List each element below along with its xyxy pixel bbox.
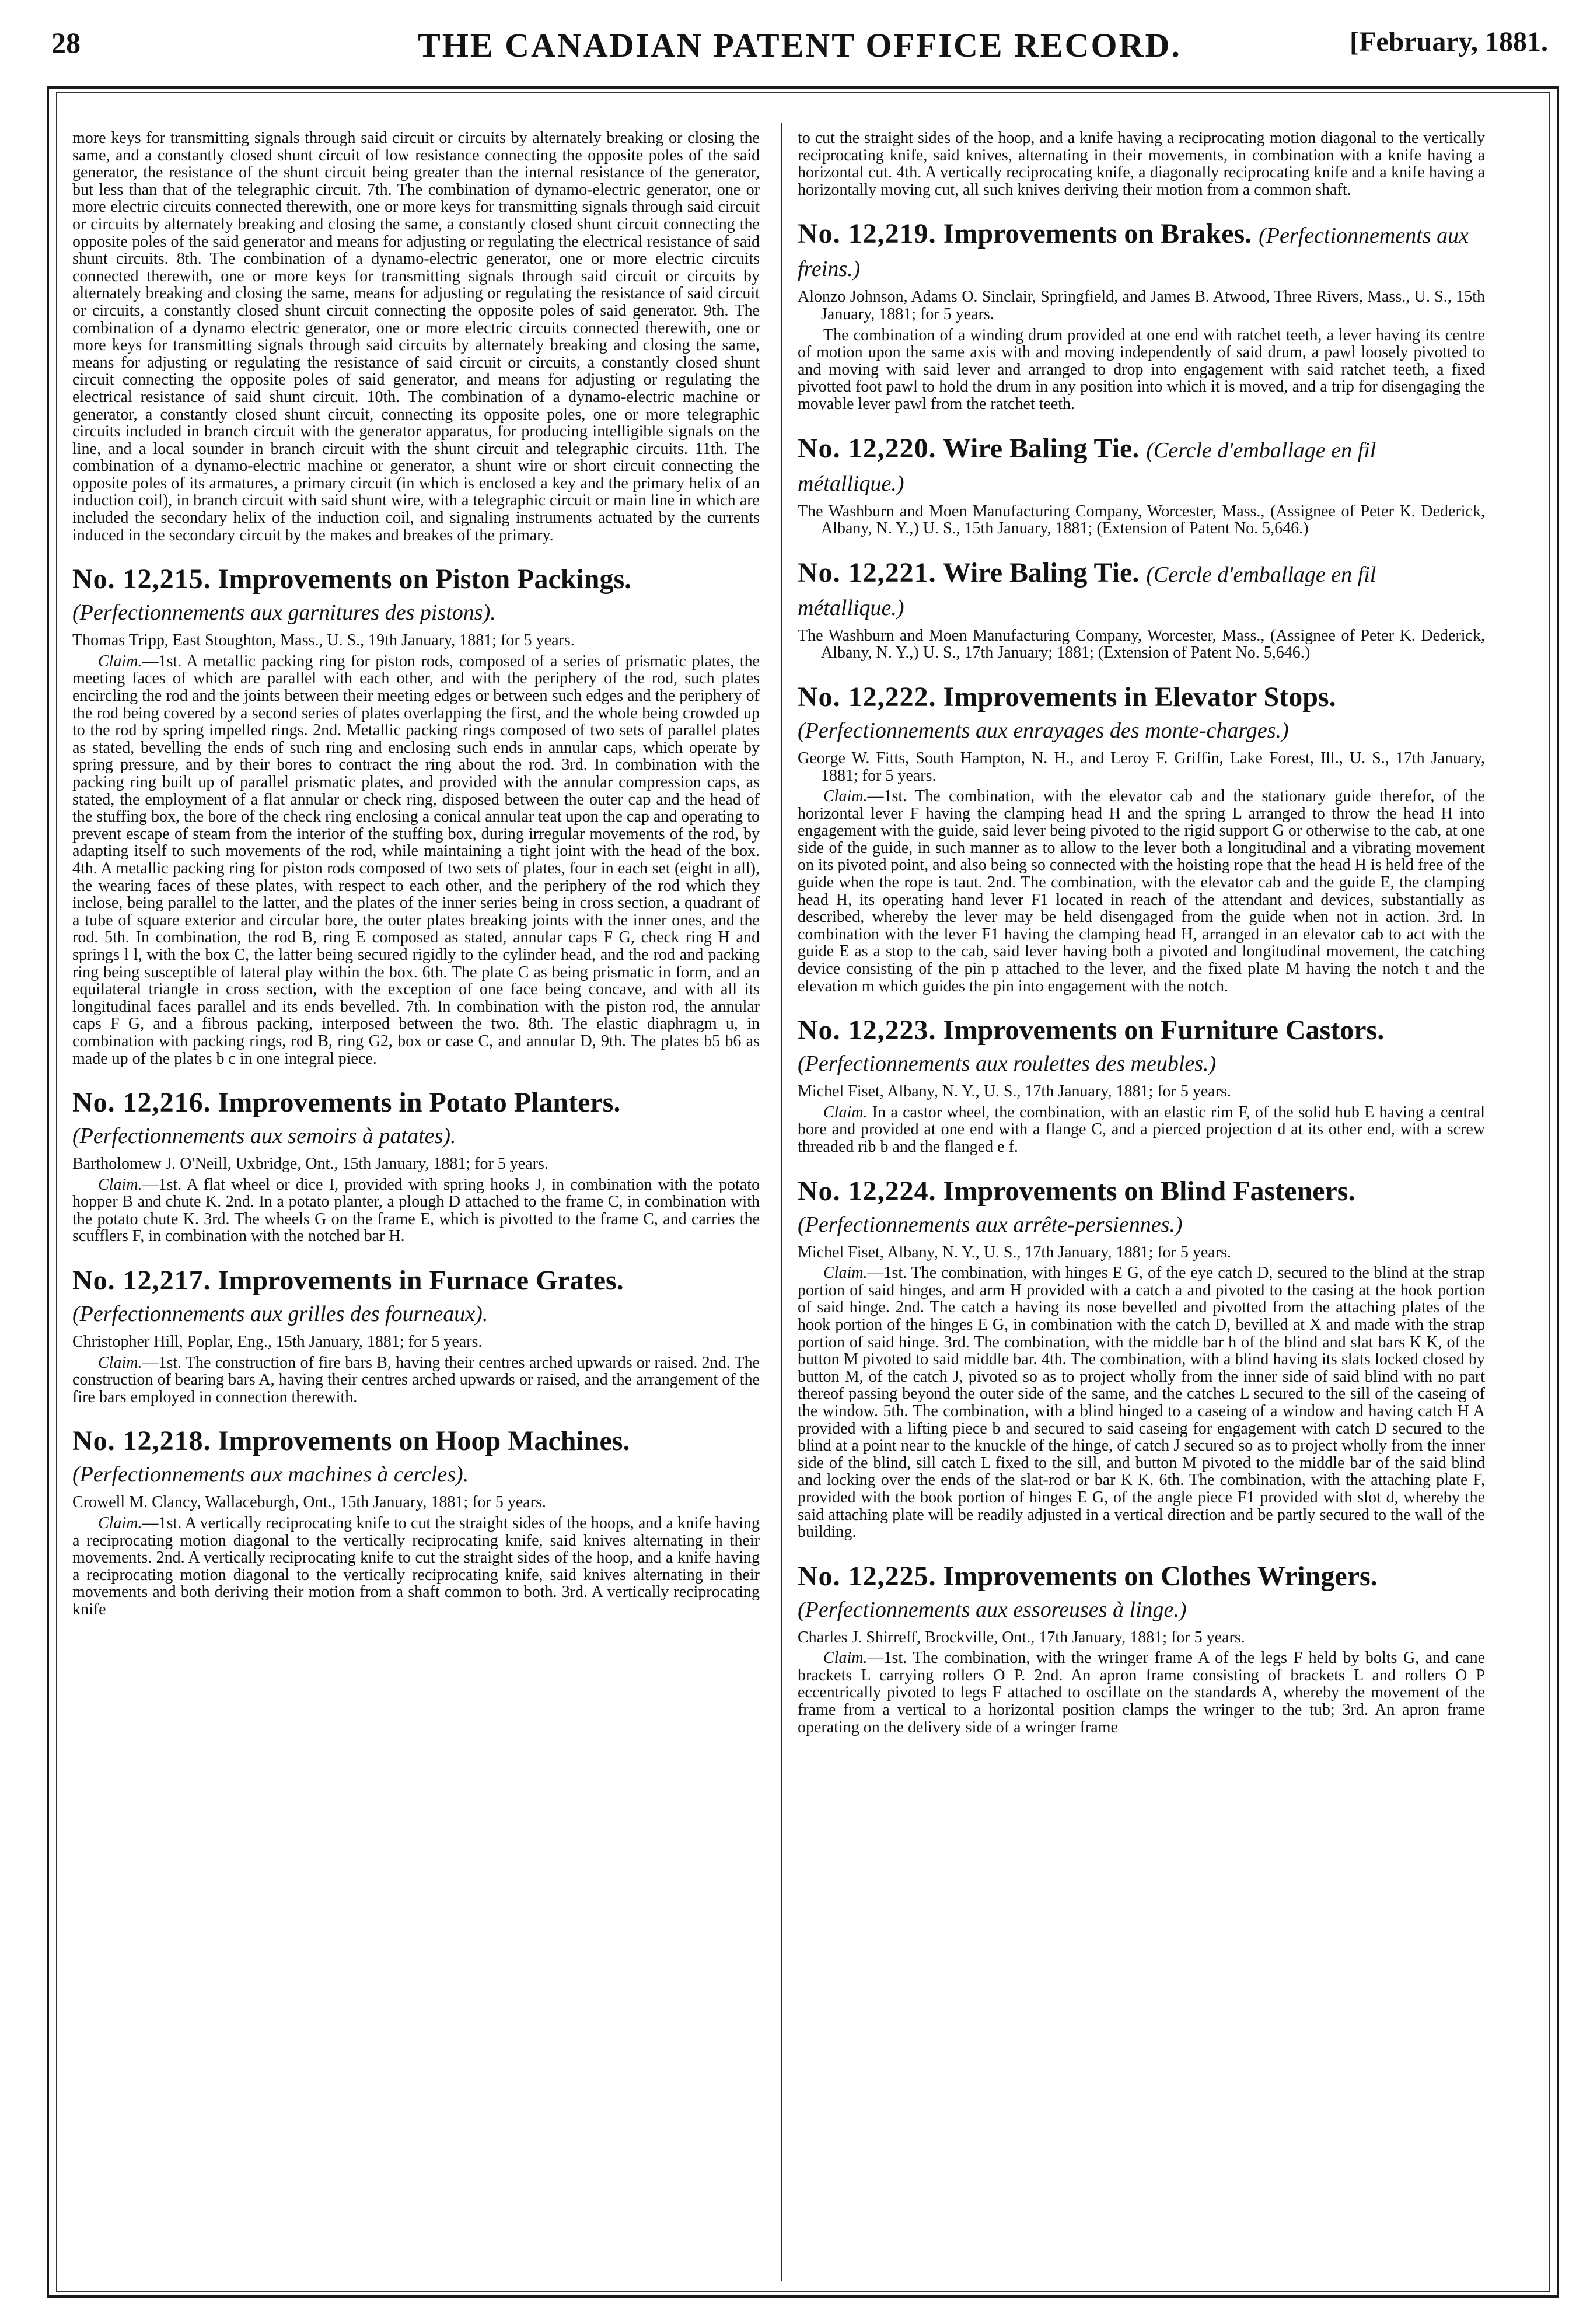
patent-title: Improvements on Clothes Wringers. [943,1560,1378,1592]
claim-text [798,1264,1485,1541]
patent-number: No. 12,224. [798,1175,936,1207]
claim-text [798,1104,1485,1156]
patent-title: Improvements on Piston Packings. [218,564,632,595]
claim-label: Claim. [823,787,868,806]
patent-title: Wire Baling Tie. [942,432,1140,464]
claim-label: Claim. [823,1103,868,1121]
continued-text: more keys for transmitting signals through said circuit or circuits by alternately breaking or closing the same, and a constantly closed shunt circuit of low resistance connecting the opposite poles of the said generator, the resistance of the shunt circuit being greater than the internal resistance of the generator, but less than that of the telegraphic circuit. 7th. The combination of dynamo-electric generator, one or more electric circuits connected therewith, one or more keys for transmitting signals through said circuit or circuits by alternately breaking and closing the same, a constantly closed shunt circuit connecting the opposite poles of the said generator and means for adjusting or regulating the electrical resistance of said shunt circuits. 8th. The combination of a dynamo-electric generator, one or more electric circuits connected therewith, one or more keys for transmitting signals through said circuit or circuits by alternately breaking and closing the same, means for adjusting or regulating the resistance of said circuit or circuits, a constantly closed shunt circuit connecting the opposite poles of said generator. 9th. The combination of a dynamo electric generator, one or more electric circuits connected therewith, one or more keys for transmitting signals through said circuits by alternately breaking and closing the same, means for adjusting or regulating the resistance of said circuit or circuits, a constantly closed shunt circuit connecting the opposite poles of said generator, and means for adjusting or regulating the electrical resistance of said shunt circuit. 10th. The combination of a dynamo-electric machine or generator, a constantly closed shunt circuit, connecting its opposite poles, one or more telegraphic circuits included in branch circuit with the generator apparatus, for producing intelligible signals on the line, and a local sounder in branch circuit with the shunt circuit and telegraphic circuits. 11th. The combination of a dynamo-electric machine or generator, a shunt wire or short circuit connecting the opposite poles of its armatures, a primary circuit (in which is enclosed a key and the primary helix of an induction coil), in branch circuit with said shunt wire, with a telegraphic circuit or main line in which are included the secondary helix of the induction coil, and signaling instruments actuated by the currents induced in the secondary circuit by the makes and breakes of the primary. [72,130,760,544]
entry-heading [72,1265,760,1330]
entry-heading [798,682,1485,746]
entry-heading [798,1176,1485,1240]
patent-entry-12223 [798,1015,1485,1155]
continued-text: to cut the straight sides of the hoop, and a knife having a reciprocating motion diagonal to the vertically reciprocating knife, said knives, alternating in their movements, in combination with a knife having a horizontal cut. 4th. A vertically reciprocating knife, a diagonally reciprocating knife and a knife having a horizontally moving cut, all such knives deriving their motion from a common shaft. [798,130,1485,199]
french-title: (Perfectionnements aux roulettes des meubles.) [798,1051,1217,1077]
french-title: (Perfectionnements aux garnitures des pistons). [72,600,496,625]
entry-heading [72,564,760,628]
patent-title: Improvements on Furniture Castors. [943,1015,1385,1046]
entry-heading [72,1425,760,1490]
issue-date: [February, 1881. [1350,26,1548,57]
french-title: (Perfectionnements aux arrête-persiennes.) [798,1212,1183,1237]
claim-text [72,653,760,1067]
french-title: (Cercle d'emballage en fil métallique.) [798,438,1376,496]
entry-heading [798,557,1485,624]
claim-body: —1st. A flat wheel or dice I, provided with spring hooks J, in combination with the potato hopper B and chute K. 2nd. In a potato planter, a plough D attached to the frame C, in combination with the potato chute K. 3rd. The wheels G on the frame E, which is pivotted to the frame C, and carries the scufflers F, in combination with the notched bar H. [72,1175,760,1246]
patent-number: No. 12,220. [798,432,936,464]
patent-entry-12218 [72,1425,760,1618]
patent-title: Improvements in Potato Planters. [218,1087,621,1119]
french-title: (Perfectionnements aux grilles des fourneaux). [72,1302,488,1327]
french-title: (Perfectionnements aux semoirs à patates). [72,1124,456,1149]
claim-body: —1st. The construction of fire bars B, having their centres arched upwards or raised. 2nd. The construction of bearing bars A, having their centres arched upwards or raised, and the arrangement of the fire bars employed in connection therewith. [72,1353,760,1406]
claim-text [798,788,1485,995]
patent-number: No. 12,216. [72,1087,211,1119]
page-number: 28 [51,26,81,59]
inventor-line: Charles J. Shirreff, Brockville, Ont., 17th January, 1881; for 5 years. [798,1628,1245,1647]
claim-text [72,1354,760,1406]
patent-title: Wire Baling Tie. [942,557,1140,588]
inventor-line: Thomas Tripp, East Stoughton, Mass., U. S., 19th January, 1881; for 5 years. [72,631,575,650]
entry-heading [798,1015,1485,1079]
patent-entry-12221 [798,557,1485,662]
inventor-line: Alonzo Johnson, Adams O. Sinclair, Springfield, and James B. Atwood, Three Rivers, Mass., U. S., 15th January, 1881; for 5 years. [798,288,1485,323]
patent-entry-12225 [798,1561,1485,1736]
patent-number: No. 12,222. [798,681,936,712]
french-title: (Perfectionnements aux essoreuses à linge.) [798,1597,1187,1622]
claim-label: Claim. [98,1514,142,1533]
patent-number: No. 12,215. [72,564,211,595]
right-column [798,130,1485,2280]
patent-number: No. 12,225. [798,1560,936,1592]
claim-label: Claim. [823,1264,868,1282]
french-title: (Cercle d'emballage en fil métallique.) [798,562,1376,620]
patent-number: No. 12,221. [798,557,936,588]
patent-title: Improvements on Brakes. [943,218,1252,250]
claim-body: —1st. The combination, with hinges E G, of the eye catch D, secured to the blind at the strap portion of said hinges, and arm H provided with a catch a and pivoted to the casing at the hook portion of said hinge. 2nd. The catch a having its nose bevelled and pivotted from the attaching plates of the hook portion of the hinges E G, in combination with the catch D, bevilled at X and made with the strap portion of said hinge. 3rd. The combination, with the middle bar h of the blind and slat bars K K, of the button M pivoted to said middle bar. 4th. The combination, with a blind having its slats locked closed by button M, of the catch J, pivoted so as to project wholly from the inner side of said blind with no part thereof passing beyond the outer side of the same, and the catches L secured to the sill of the caseing of the window. 5th. The combination, with a blind hinged to a caseing of a window and having catch H A provided with a lifting piece b and secured to said caseing for engagement with catch D secured to the blind at a point near to the knuckle of the hinge, of catch J secured so as to project wholly from the inner side of the blind, sill catch L fixed to the sill, and button M pivoted to the middle bar of the said blind and locking over the ends of the slat-rod or bar K K. 6th. The combination, with the attaching plate F, provided with the book portion of hinges E G, of the angle piece F1 provided with slot d, whereby the said attaching plate will be readily adjusted in a vertical direction and be partly secured to the wall of the building. [798,1264,1485,1542]
patent-title: Improvements on Hoop Machines. [218,1425,630,1457]
patent-number: No. 12,218. [72,1425,211,1457]
french-title: (Perfectionnements aux freins.) [798,223,1469,282]
entry-heading [798,1561,1485,1626]
patent-number: No. 12,217. [72,1265,211,1296]
claim-text [72,1176,760,1245]
claim-body: In a castor wheel, the combination, with an elastic rim F, of the solid hub E having a central bore and provided at one end with a flange C, and a pierced projection d at its other end, with a screw threaded rib b and the flanged e f. [798,1103,1485,1156]
patent-entry-12216 [72,1087,760,1245]
inventor-line: Crowell M. Clancy, Wallaceburgh, Ont., 15th January, 1881; for 5 years. [72,1493,546,1512]
inventor-line: The Washburn and Moen Manufacturing Company, Worcester, Mass., (Assignee of Peter K. Dederick, Albany, N. Y.,) U. S., 15th January, 1881; (Extension of Patent No. 5,646.) [798,502,1485,538]
inventor-line: George W. Fitts, South Hampton, N. H., and Leroy F. Griffin, Lake Forest, Ill., U. S., 17th January, 1881; for 5 years. [798,749,1485,785]
entry-heading [798,218,1485,285]
patent-number: No. 12,223. [798,1015,936,1046]
patent-entry-12220 [798,433,1485,537]
inventor-line: Michel Fiset, Albany, N. Y., U. S., 17th January, 1881; for 5 years. [798,1082,1231,1101]
running-head [51,26,1548,78]
patent-title: Improvements in Elevator Stops. [943,681,1336,712]
patent-title: Improvements on Blind Fasteners. [943,1175,1355,1207]
claim-label: Claim. [823,1649,868,1668]
patent-entry-12224 [798,1176,1485,1541]
claim-body: —1st. A metallic packing ring for piston rods, composed of a series of prismatic plates, the meeting faces of which are parallel with each other, and with the periphery of the rod, such plates encircling the rod and the joints between their meeting edges or between such edges and the periphery of the rod being covered by a second series of plates overlapping the first, and the whole being crowded up to the rod by spring impelled rings. 2nd. Metallic packing rings composed of two sets of parallel plates as stated, bevelling the ends of such ring and enclosing such ends in annular caps, which operate by spring pressure, and by their bores to contract the ring about the rod. 3rd. In combination with the packing ring built up of parallel prismatic plates, and provided with the annular compression caps, as stated, the employment of a flat annular or check ring, disposed between the outer cap and the head of the stuffing box, the bore of the check ring enclosing a conical annular teat upon the cap and operating to prevent escape of steam from the interior of the stuffing box, during irregular movements of the rod, by adapting itself to such movements of the rod, while maintaining a tight joint with the head of the box. 4th. A metallic packing ring for piston rods composed of two sets of plates, four in each set (eight in all), the wearing faces of these plates, with respect to each other, and the periphery of the rod which they inclose, being parallel to the latter, and the plates of the inner series being in cross section, a quadrant of a tube of square exterior and circular bore, the outer plates breaking joints with the inner ones, and the rod. 5th. In combination, the rod B, ring E composed as stated, annular caps F G, check ring H and springs l l, with the box C, the latter being secured rigidly to the cylinder head, and the rod and packing ring being susceptible of lateral play within the box. 6th. The plate C as being prismatic in form, and an equilateral triangle in cross section, with the exception of one face being concave, and with all its longitudinal faces parallel and its ends bevelled. 7th. In combination with the piston rod, the annular caps F G, and a fibrous packing, interposed between the two. 8th. The elastic diaphragm u, in combination with packing rings, rod B, ring G2, box or case C, and annular D, 9th. The plates b5 b6 as made up of the plates b c in one integral piece. [72,652,760,1068]
claim-text [798,1649,1485,1736]
entry-heading [798,433,1485,499]
claim-label: Claim. [98,652,142,670]
french-title: (Perfectionnements aux machines à cercles). [72,1462,469,1487]
claim-text [72,1515,760,1619]
claim-body: —1st. The combination, with the elevator cab and the stationary guide therefor, of the horizontal lever F having the clamping head H and the spring L arranged to throw the head H into engagement with the guide, said lever being pivoted to the rigid support G or otherwise to the cab, at one side of the guide, in such manner as to allow to the lever both a longitudinal and a vibrating movement on its pivoted point, and also being so connected with the hoisting rope that the head H is held free of the guide when the rope is taut. 2nd. The combination, with the elevator cab and the guide E, the clamping head H, its operating hand lever F1 located in reach of the attendant and devices, substantially as described, whereby the lever may be held disengaged from the guide when not in action. 3rd. In combination with the lever F1 having the clamping head H, arranged in an elevator cab to act with the guide E as a stop to the cab, said lever having both a pivoted and longitudinal movement, the catching device consisting of the pin p attached to the lever, and the fixed plate M having the notch t and the elevation m which guides the pin into engagement with the notch. [798,787,1485,995]
column-divider [781,123,782,2281]
inventor-line: Bartholomew J. O'Neill, Uxbridge, Ont., 15th January, 1881; for 5 years. [72,1155,548,1173]
entry-heading [72,1087,760,1152]
inventor-line: Michel Fiset, Albany, N. Y., U. S., 17th January, 1881; for 5 years. [798,1243,1231,1261]
patent-title: Improvements in Furnace Grates. [218,1265,624,1296]
patent-entry-12222 [798,682,1485,995]
patent-entry-12219 [798,218,1485,413]
inventor-line: The Washburn and Moen Manufacturing Company, Worcester, Mass., (Assignee of Peter K. Dederick, Albany, N. Y.,) U. S., 17th January; 1881; (Extension of Patent No. 5,646.) [798,626,1485,662]
inventor-line: Christopher Hill, Poplar, Eng., 15th January, 1881; for 5 years. [72,1333,483,1351]
claim-label: Claim. [98,1353,142,1372]
left-column [72,130,760,2280]
claim-body: —1st. The combination, with the wringer frame A of the legs F held by bolts G, and cane brackets L carrying rollers O P. 2nd. An apron frame consisting of brackets L and rollers O P eccentrically pivoted to legs F attached to oscillate on the standards A, whereby the movement of the frame from a vertical to a horizontal position clamps the wringer to the tub; 3rd. An apron frame operating on the delivery side of a wringer frame [798,1649,1485,1736]
journal-title: THE CANADIAN PATENT OFFICE RECORD. [418,26,1182,64]
patent-number: No. 12,219. [798,218,936,250]
french-title: (Perfectionnements aux enrayages des monte-charges.) [798,718,1289,743]
claim-text [798,327,1485,413]
patent-entry-12217 [72,1265,760,1406]
claim-body: The combination of a winding drum provided at one end with ratchet teeth, a lever having its centre of motion upon the same axis with and moving independently of said drum, a pawl loosely pivotted to and moving with said lever and arranged to drop into engagement with said ratchet teeth, a fixed pivotted foot pawl to hold the drum in any position into which it is moved, and a trip for disengaging the movable lever pawl from the ratchet teeth. [798,326,1485,413]
claim-label: Claim. [98,1175,142,1194]
patent-entry-12215 [72,564,760,1067]
claim-body: —1st. A vertically reciprocating knife to cut the straight sides of the hoops, and a knife having a reciprocating motion diagonal to the vertically reciprocating knife, said knives alternating in their movements. 2nd. A vertically reciprocating knife to cut the straight sides of the hoop, and a knife having a reciprocating motion diagonal to the vertically reciprocating knife, said knives alternating in their movements and both deriving their motion from a shaft common to both. 3rd. A vertically reciprocating knife [72,1514,760,1619]
